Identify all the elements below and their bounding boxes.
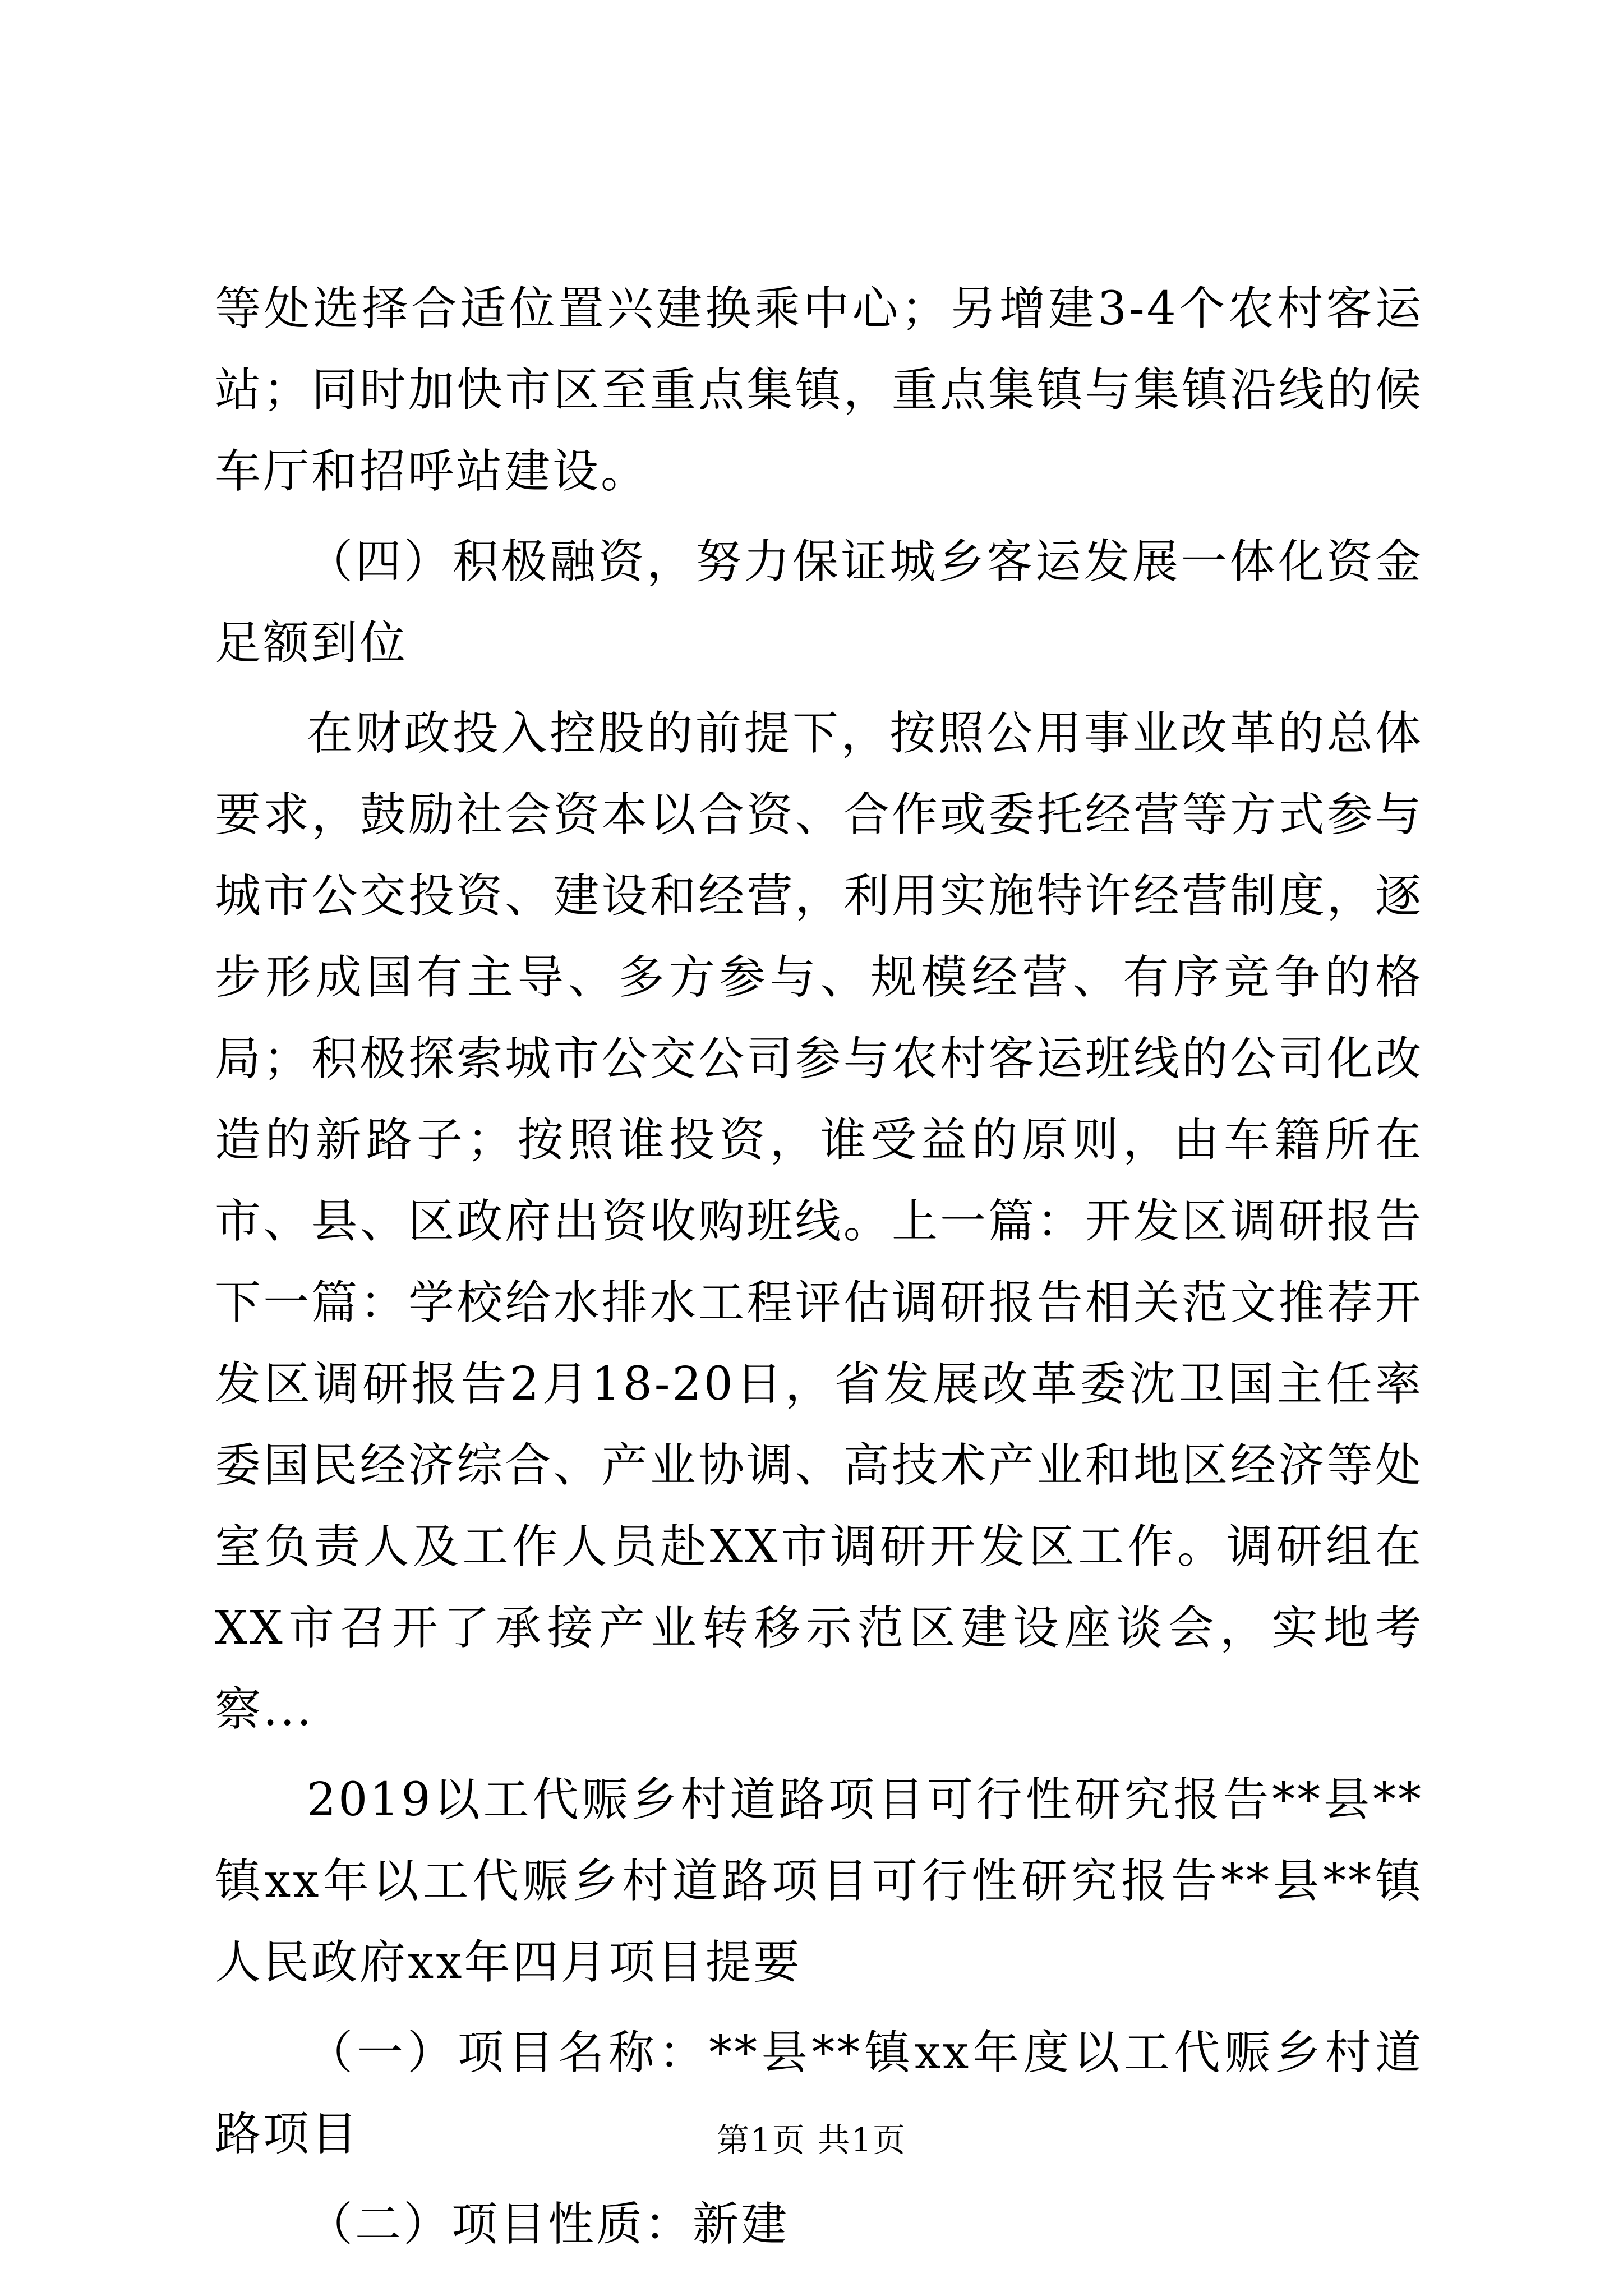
project-name-line: （一）项目名称：**县**镇xx年度以工代赈乡村道路项目 bbox=[215, 2026, 1423, 2161]
paragraph-financing: 在财政投入控股的前提下，按照公用事业改革的总体要求，鼓励社会资本以合资、合作或委托经营等方式参与城市公交投资、建设和经营，利用实施特许经营制度，逐步形成国有主导、多方参与、规模经营、有序竞争的格局；积极探索城市公交公司参与农村客运班线的公司化改造的新路子；按照谁投资，谁受益的原则，由车籍所在市、县、区政府出资收购班线。上一篇：开发区调研报告下一篇：学校给水排水工程评估调研报告相关范文推荐开发区调研报告2月18-20日，省发展改革委沈卫国主任率委国民经济综合、产业协调、高技术产业和地区经济等处室负责人及工作人员赴XX市调研开发区工作。调研组在XX市召开了承接产业转移示范区建设座谈会，实地考察... bbox=[215, 707, 1423, 1736]
page-footer: 第1页 共1页 bbox=[716, 2121, 907, 2159]
paragraph-report-title: 2019以工代赈乡村道路项目可行性研究报告**县**镇xx年以工代赈乡村道路项目可行性研究报告**县**镇人民政府xx年四月项目提要 bbox=[215, 1773, 1423, 1989]
project-nature-line: （二）项目性质：新建 bbox=[307, 2198, 790, 2251]
section-heading-four: （四）积极融资，努力保证城乡客运发展一体化资金足额到位 bbox=[215, 535, 1423, 670]
paragraph-continuation: 等处选择合适位置兴建换乘中心；另增建3-4个农村客运站；同时加快市区至重点集镇，重点集镇与集镇沿线的候车厅和招呼站建设。 bbox=[215, 282, 1423, 498]
body-text bbox=[215, 268, 1423, 2265]
